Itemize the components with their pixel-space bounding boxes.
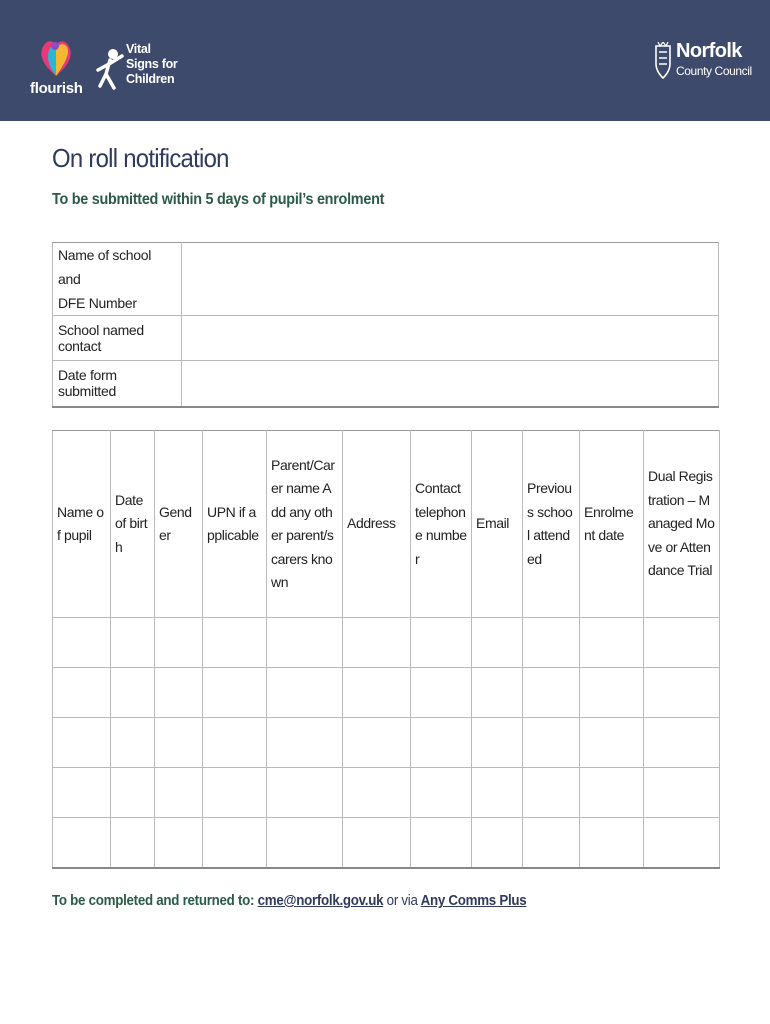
pupil-entry-cell[interactable] [411, 768, 472, 818]
header-upn: UPN if applicable [203, 431, 267, 618]
pupil-entry-cell[interactable] [343, 718, 411, 768]
pupil-entry-cell[interactable] [580, 818, 644, 869]
pupil-entry-cell[interactable] [523, 768, 580, 818]
pupil-entry-cell[interactable] [203, 668, 267, 718]
pupil-entry-cell[interactable] [523, 618, 580, 668]
pupil-entry-row [53, 818, 720, 869]
vital-signs-logo [96, 42, 186, 102]
pupil-entry-cell[interactable] [111, 668, 155, 718]
school-name-label [53, 243, 182, 316]
pupil-entry-cell[interactable] [203, 618, 267, 668]
norfolk-county-council-logo [654, 40, 754, 90]
vital-line-1: Vital [126, 42, 151, 56]
school-details-table [52, 242, 719, 408]
header-date-of-birth: Date of birth [111, 431, 155, 618]
pupil-entry-cell[interactable] [523, 718, 580, 768]
pupil-entry-cell[interactable] [472, 668, 523, 718]
school-name-row [53, 243, 719, 316]
school-contact-row [53, 316, 719, 361]
flourish-logo [30, 36, 82, 100]
header-address: Address [343, 431, 411, 618]
pupil-entry-cell[interactable] [53, 718, 111, 768]
pupil-entry-cell[interactable] [111, 768, 155, 818]
header-dual-registration: Dual Registration – Managed Move or Attendance Trial [644, 431, 720, 618]
vital-line-3: Children [126, 72, 175, 86]
pupil-entry-cell[interactable] [267, 718, 343, 768]
header-enrolment-date: Enrolment date [580, 431, 644, 618]
pupil-entry-cell[interactable] [580, 668, 644, 718]
pupil-entry-cell[interactable] [111, 718, 155, 768]
child-figure-icon [96, 48, 126, 90]
pupil-entry-cell[interactable] [523, 818, 580, 869]
pupil-entry-row [53, 668, 720, 718]
pupil-details-table [52, 430, 720, 869]
pupil-entry-cell[interactable] [411, 618, 472, 668]
pupil-entry-cell[interactable] [203, 718, 267, 768]
date-submitted-label: Date form submitted [53, 361, 182, 407]
pupil-entry-cell[interactable] [111, 818, 155, 869]
pupil-entry-cell[interactable] [411, 718, 472, 768]
norfolk-crest-icon [654, 42, 672, 82]
school-name-label-line-2: DFE Number [58, 295, 137, 311]
pupil-entry-cell[interactable] [580, 768, 644, 818]
school-name-field[interactable] [182, 243, 719, 316]
header-previous-school: Previous school attended [523, 431, 580, 618]
pupil-entry-cell[interactable] [580, 718, 644, 768]
school-contact-label: School named contact [53, 316, 182, 361]
vital-line-2: Signs for [126, 57, 178, 71]
pupil-entry-cell[interactable] [267, 668, 343, 718]
pupil-entry-cell[interactable] [343, 768, 411, 818]
footer-middle: or via [386, 893, 418, 909]
pupil-entry-cell[interactable] [53, 768, 111, 818]
pupil-entry-cell[interactable] [411, 818, 472, 869]
pupil-entry-cell[interactable] [343, 818, 411, 869]
return-instructions [52, 893, 526, 909]
pupil-entry-cell[interactable] [203, 818, 267, 869]
pupil-entry-cell[interactable] [53, 668, 111, 718]
county-council-subtitle: County Council [676, 64, 752, 78]
pupil-entry-cell[interactable] [644, 668, 720, 718]
header-gender: Gender [155, 431, 203, 618]
pupil-entry-cell[interactable] [155, 718, 203, 768]
pupil-entry-cell[interactable] [267, 618, 343, 668]
pupil-entry-cell[interactable] [155, 768, 203, 818]
pupil-entry-cell[interactable] [267, 768, 343, 818]
pupil-entry-cell[interactable] [472, 718, 523, 768]
pupil-header-row [53, 431, 720, 618]
pupil-entry-cell[interactable] [203, 768, 267, 818]
any-comms-plus-link[interactable]: Any Comms Plus [420, 893, 527, 909]
pupil-entry-cell[interactable] [472, 768, 523, 818]
pupil-entry-row [53, 768, 720, 818]
header-parent-carer: Parent/Carer name Add any other parent/s carers known [267, 431, 343, 618]
page-subtitle: To be submitted within 5 days of pupil’s enrolment [52, 191, 385, 208]
pupil-entry-cell[interactable] [411, 668, 472, 718]
page-title: On roll notification [52, 143, 229, 173]
school-name-label-line-1: Name of school and [58, 247, 152, 287]
pupil-entry-row [53, 618, 720, 668]
header-contact-telephone: Contact telephone number [411, 431, 472, 618]
pupil-entry-cell[interactable] [472, 818, 523, 869]
footer-prefix: To be completed and returned to: [52, 893, 255, 909]
pupil-entry-row [53, 718, 720, 768]
pupil-entry-cell[interactable] [343, 618, 411, 668]
pupil-entry-cell[interactable] [267, 818, 343, 869]
pupil-entry-cell[interactable] [644, 618, 720, 668]
pupil-entry-cell[interactable] [644, 768, 720, 818]
flourish-heart-icon [38, 36, 74, 80]
pupil-entry-cell[interactable] [523, 668, 580, 718]
pupil-entry-cell[interactable] [111, 618, 155, 668]
page-header-banner [0, 0, 770, 121]
flourish-wordmark: flourish [30, 80, 83, 97]
pupil-entry-cell[interactable] [53, 618, 111, 668]
header-email: Email [472, 431, 523, 618]
pupil-entry-cell[interactable] [155, 818, 203, 869]
date-submitted-field[interactable] [182, 361, 719, 407]
pupil-entry-cell[interactable] [53, 818, 111, 869]
pupil-entry-cell[interactable] [644, 718, 720, 768]
pupil-entry-cell[interactable] [343, 668, 411, 718]
pupil-entry-cell[interactable] [644, 818, 720, 869]
date-submitted-row [53, 361, 719, 407]
pupil-rows [53, 618, 720, 869]
header-name-of-pupil: Name of pupil [53, 431, 111, 618]
norfolk-name: Norfolk [676, 40, 742, 62]
pupil-entry-cell[interactable] [155, 618, 203, 668]
pupil-entry-cell[interactable] [472, 618, 523, 668]
pupil-entry-cell[interactable] [155, 668, 203, 718]
pupil-entry-cell[interactable] [580, 618, 644, 668]
email-link[interactable]: cme@norfolk.gov.uk [257, 893, 384, 909]
school-contact-field[interactable] [182, 316, 719, 361]
